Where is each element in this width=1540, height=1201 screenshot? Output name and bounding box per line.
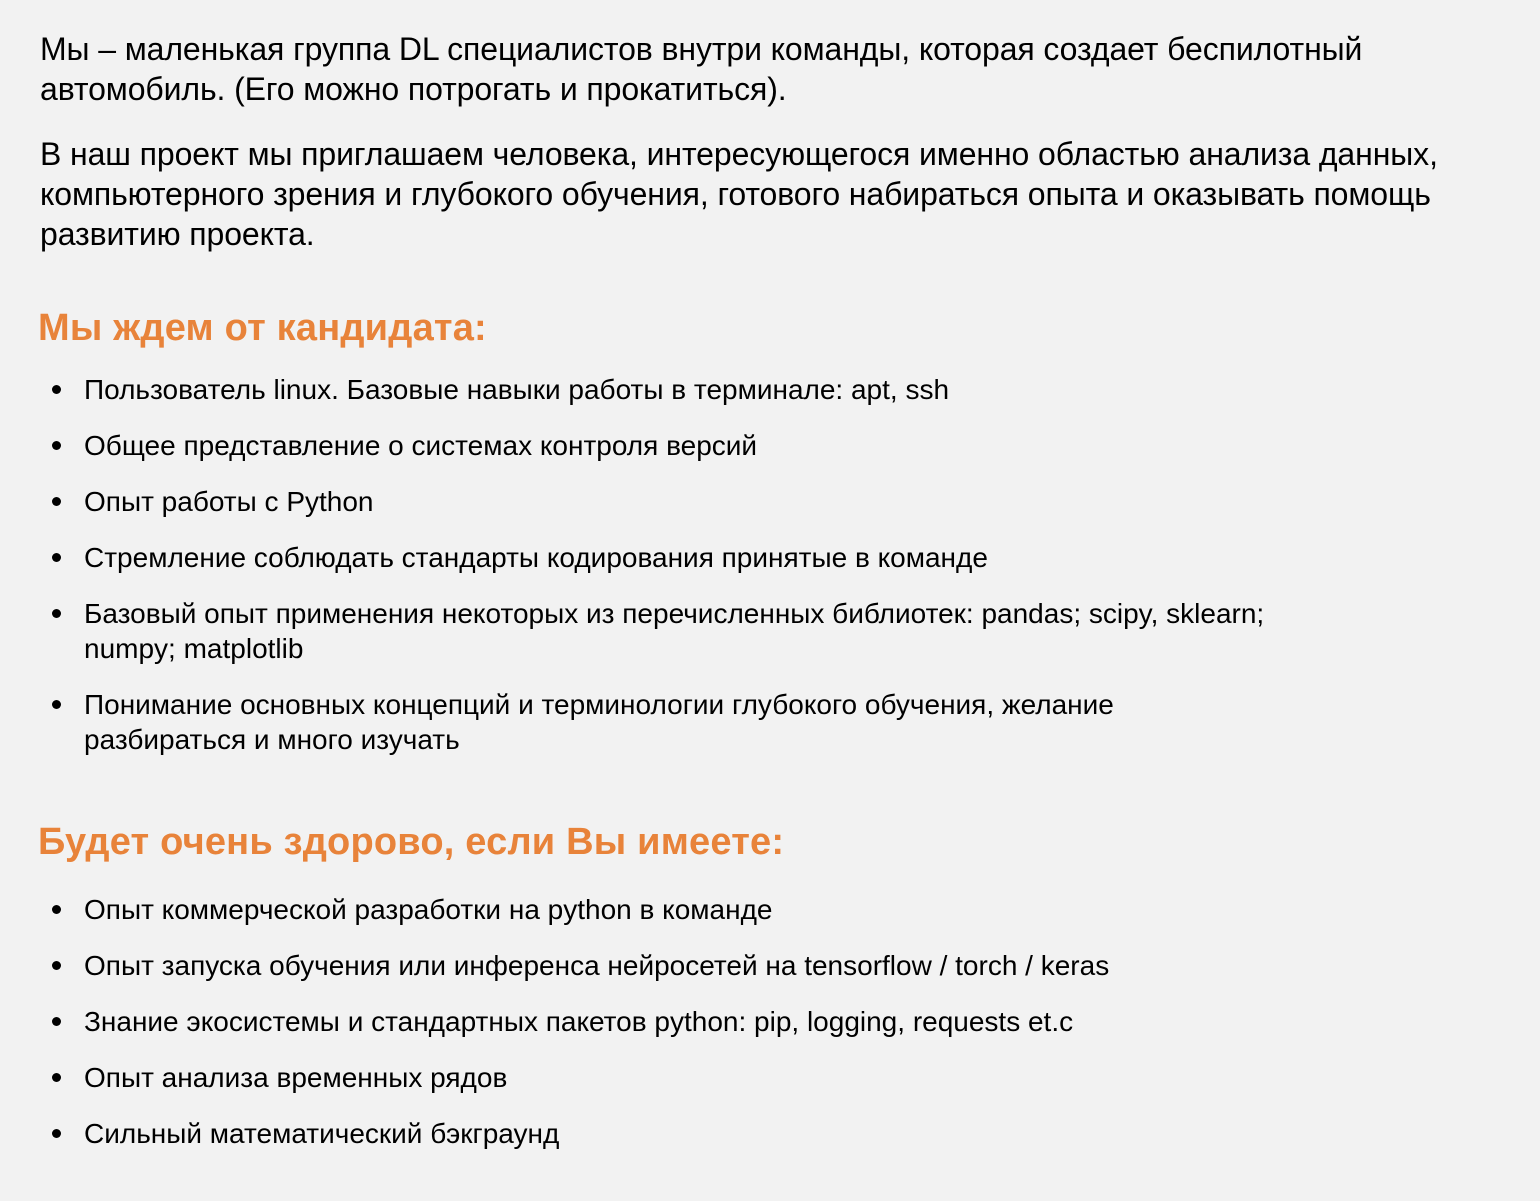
bullet-icon [52,441,61,450]
list-item-text: Сильный математический бэкграунд [84,1118,560,1149]
list-item [40,372,1274,407]
list-item-text: Базовый опыт применения некоторых из перечисленных библиотек: pandas; scipy, sklearn; numpy; matplotlib [84,598,1265,664]
list-item [40,892,1274,927]
requirements-list [40,372,1500,757]
bullet-icon [52,961,61,970]
list-item [40,687,1274,757]
list-item-text: Опыт работы с Python [84,486,374,517]
list-item [40,948,1274,983]
bullet-icon [52,609,61,618]
list-item [40,1116,1274,1151]
list-item-text: Стремление соблюдать стандарты кодирования принятые в команде [84,542,988,573]
list-item-text: Общее представление о системах контроля версий [84,430,758,461]
list-item-text: Опыт анализа временных рядов [84,1062,508,1093]
list-item [40,540,1274,575]
bullet-icon [52,700,61,709]
list-item-text: Пользователь linux. Базовые навыки работы в терминале: apt, ssh [84,374,950,405]
bullet-icon [52,905,61,914]
list-item [40,596,1274,666]
bullet-icon [52,1129,61,1138]
intro-paragraph-team: Мы – маленькая группа DL специалистов внутри команды, которая создает беспилотный автомобиль. (Его можно потрогать и прокатиться). [40,31,1363,107]
bullet-icon [52,553,61,562]
nice-to-have-heading: Будет очень здорово, если Вы имеете: [38,821,785,863]
bullet-icon [52,385,61,394]
list-item [40,428,1274,463]
list-item [40,484,1274,519]
list-item [40,1004,1274,1039]
bullet-icon [52,497,61,506]
intro-section [40,29,1500,254]
list-item-text: Понимание основных концепций и терминологии глубокого обучения, желание разбираться и много изучать [84,689,1114,755]
list-item-text: Опыт коммерческой разработки на python в команде [84,894,773,925]
intro-paragraph-invitation: В наш проект мы приглашаем человека, интересующегося именно областью анализа данных, компьютерного зрения и глубокого обучения, готового набираться опыта и оказывать помощь развитию проекта. [40,136,1438,252]
list-item-text: Знание экосистемы и стандартных пакетов python: pip, logging, requests et.c [84,1006,1074,1037]
nice-to-have-list [40,892,1500,1151]
bullet-icon [52,1017,61,1026]
list-item [40,1060,1274,1095]
bullet-icon [52,1073,61,1082]
requirements-heading: Мы ждем от кандидата: [38,307,487,349]
list-item-text: Опыт запуска обучения или инференса нейросетей на tensorflow / torch / keras [84,950,1110,981]
